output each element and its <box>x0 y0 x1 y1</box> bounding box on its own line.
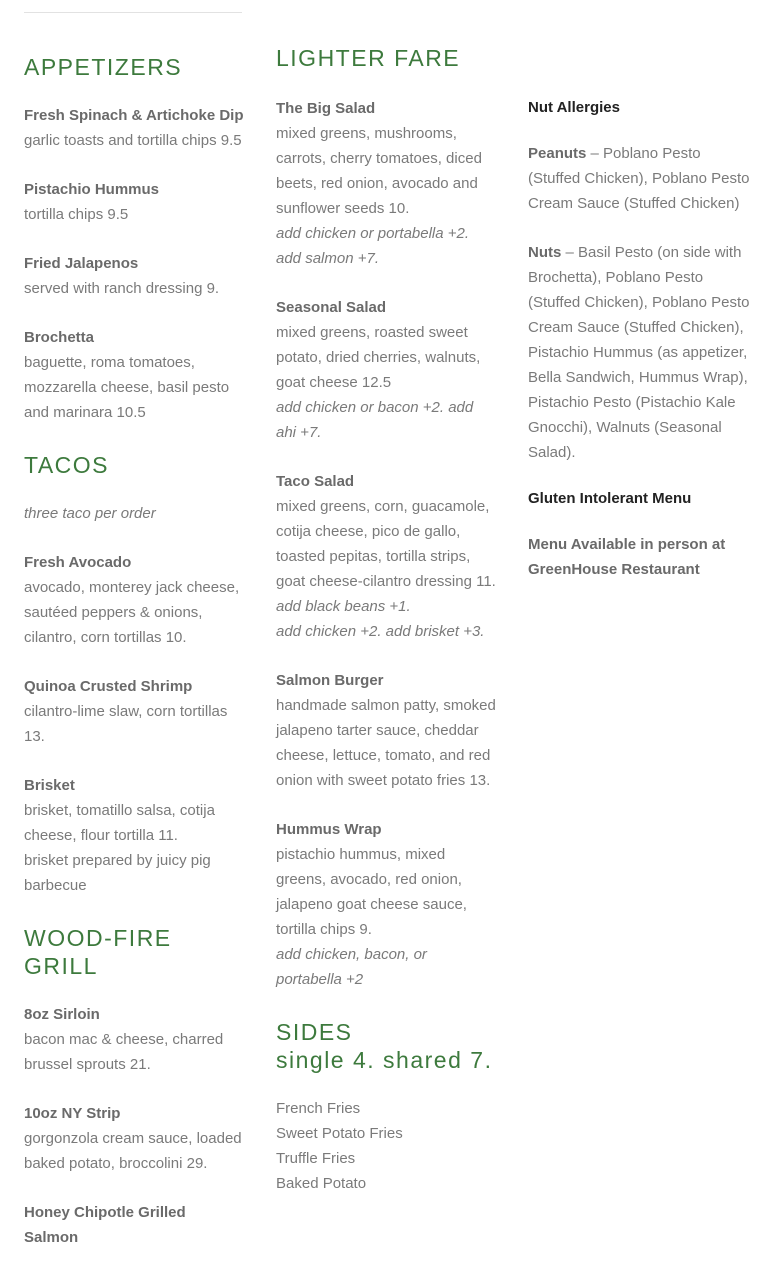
menu-item <box>24 1002 244 1077</box>
item-desc: pistachio hummus, mixed greens, avocado, red onion, jalapeno goat cheese sauce, tortilla chips 9. <box>276 846 467 938</box>
grill-title: WOOD-FIRE GRILL <box>24 925 172 979</box>
item-name: Pistachio Hummus <box>24 181 160 198</box>
menu-item <box>24 674 244 749</box>
item-desc: tortilla chips 9.5 <box>24 206 129 223</box>
item-desc: handmade salmon patty, smoked jalapeno tarter sauce, cheddar cheese, lettuce, tomato, and red onion with sweet potato fries 13. <box>276 697 496 789</box>
menu-item <box>24 1101 244 1176</box>
lighter-fare-title: LIGHTER FARE <box>276 45 461 71</box>
menu-item <box>276 96 496 271</box>
item-addon: add chicken or bacon +2. add ahi +7. <box>276 399 474 441</box>
item-desc: gorgonzola cream sauce, loaded baked potato, broccolini 29. <box>24 1130 242 1172</box>
appetizers-title: APPETIZERS <box>24 54 183 80</box>
menu-item <box>276 295 496 445</box>
peanuts-note <box>528 141 750 216</box>
item-desc: baguette, roma tomatoes, mozzarella cheese, basil pesto and marinara 10.5 <box>24 354 230 421</box>
menu-available-note: Menu Available in person at GreenHouse Restaurant <box>528 536 726 578</box>
item-name: Seasonal Salad <box>276 299 387 316</box>
column-right <box>528 0 750 582</box>
item-desc: brisket, tomatillo salsa, cotija cheese, flour tortilla 11. <box>24 802 215 844</box>
peanuts-text: – Poblano Pesto (Stuffed Chicken), Poblano Pesto Cream Sauce (Stuffed Chicken) <box>528 145 750 212</box>
menu-item <box>24 550 244 650</box>
item-name: The Big Salad <box>276 100 376 117</box>
side-item: French Fries <box>276 1100 361 1117</box>
peanuts-label: Peanuts <box>528 145 587 162</box>
item-desc: served with ranch dressing 9. <box>24 280 220 297</box>
menu-item <box>24 177 244 227</box>
item-name: Salmon Burger <box>276 672 384 689</box>
item-name: Fried Jalapenos <box>24 255 139 272</box>
item-addon: add chicken +2. add brisket +3. <box>276 623 485 640</box>
item-addon: add chicken, bacon, or portabella +2 <box>276 946 427 988</box>
item-name: Brochetta <box>24 329 95 346</box>
item-name: Quinoa Crusted Shrimp <box>24 678 193 695</box>
tacos-note: three taco per order <box>24 505 156 522</box>
side-item: Baked Potato <box>276 1175 367 1192</box>
column-middle <box>276 0 496 1196</box>
item-name: Brisket <box>24 777 75 794</box>
sides-list <box>276 1096 496 1196</box>
item-desc: mixed greens, mushrooms, carrots, cherry tomatoes, diced beets, red onion, avocado and sunflower seeds 10. <box>276 125 482 217</box>
item-addon: add chicken or portabella +2. <box>276 225 470 242</box>
item-addon: add salmon +7. <box>276 250 379 267</box>
item-desc: bacon mac & cheese, charred brussel sprouts 21. <box>24 1031 224 1073</box>
item-name: 10oz NY Strip <box>24 1105 121 1122</box>
menu-item <box>24 251 244 301</box>
item-name: Fresh Spinach & Artichoke Dip <box>24 107 244 124</box>
item-desc: cilantro-lime slaw, corn tortillas 13. <box>24 703 228 745</box>
nuts-label: Nuts <box>528 244 562 261</box>
item-name: Honey Chipotle Grilled Salmon <box>24 1204 186 1246</box>
menu-item <box>24 773 244 898</box>
item-name: 8oz Sirloin <box>24 1006 100 1023</box>
item-desc: mixed greens, corn, guacamole, cotija cheese, pico de gallo, toasted pepitas, tortilla strips, goat cheese-cilantro dressing 11. <box>276 498 496 590</box>
menu-item <box>24 325 244 425</box>
item-name: Hummus Wrap <box>276 821 382 838</box>
gluten-menu-link[interactable]: Gluten Intolerant Menu <box>528 490 692 507</box>
item-name: Taco Salad <box>276 473 355 490</box>
menu-item <box>276 668 496 793</box>
item-name: Fresh Avocado <box>24 554 132 571</box>
item-desc-extra: brisket prepared by juicy pig barbecue <box>24 852 211 894</box>
item-desc: avocado, monterey jack cheese, sautéed peppers & onions, cilantro, corn tortillas 10. <box>24 579 240 646</box>
column-left <box>24 0 244 1269</box>
side-item: Sweet Potato Fries <box>276 1125 403 1142</box>
menu-item <box>276 817 496 992</box>
menu-item <box>24 103 244 153</box>
nuts-text: – Basil Pesto (on side with Brochetta), Poblano Pesto (Stuffed Chicken), Poblano Pesto Cream Sauce (Stuffed Chicken), Pistachio Hummus (as appetizer, Bella Sandwich, Hummus Wrap), Pistachio Pesto (Pistachio Kale Gnocchi), Walnuts (Seasonal Salad). <box>528 244 750 461</box>
menu-item <box>276 469 496 644</box>
nut-allergies-title: Nut Allergies <box>528 99 620 116</box>
side-item: Truffle Fries <box>276 1150 356 1167</box>
item-addon: add black beans +1. <box>276 598 411 615</box>
item-desc: garlic toasts and tortilla chips 9.5 <box>24 132 242 149</box>
sides-title: SIDES <box>276 1019 353 1045</box>
menu-item <box>24 1200 244 1250</box>
tacos-title: TACOS <box>24 452 110 478</box>
nuts-note <box>528 240 750 465</box>
item-desc: mixed greens, roasted sweet potato, dried cherries, walnuts, goat cheese 12.5 <box>276 324 481 391</box>
sides-subtitle: single 4. shared 7. <box>276 1047 493 1073</box>
